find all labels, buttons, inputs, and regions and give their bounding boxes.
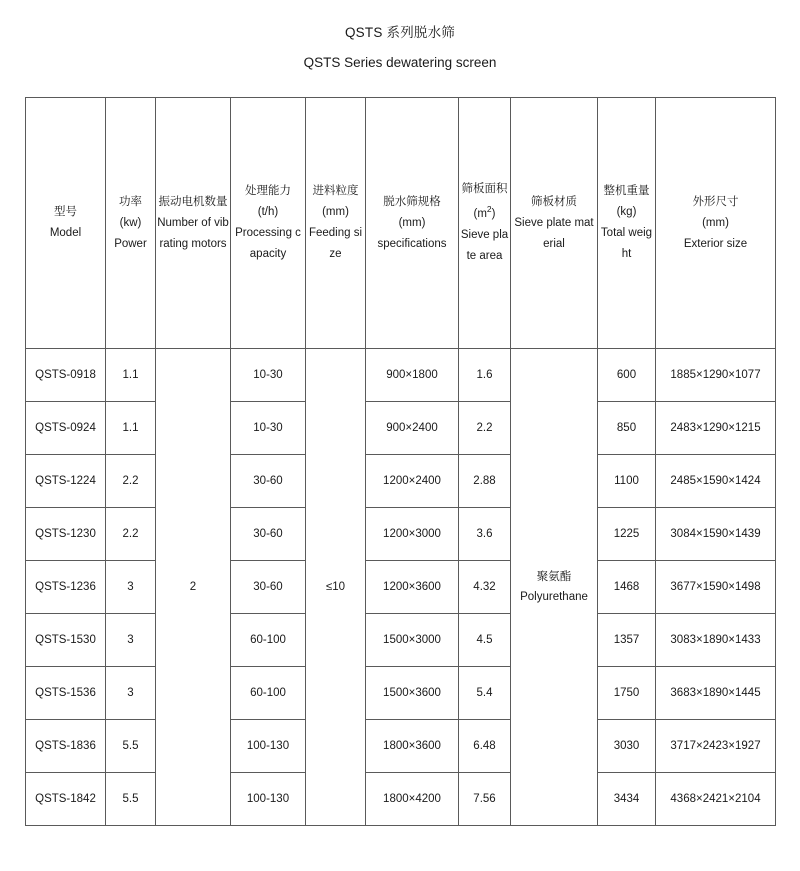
cell-sieve-area: 7.56 (459, 773, 511, 826)
column-header-sieve-material (511, 98, 598, 349)
header-exterior-size-unit: (mm) (702, 216, 729, 229)
cell-model: QSTS-0918 (26, 349, 106, 402)
header-exterior-size-en: Exterior size (683, 237, 748, 250)
header-capacity-en: Processing capacity (235, 227, 301, 260)
column-header-capacity (231, 98, 306, 349)
cell-sieve-area: 5.4 (459, 667, 511, 720)
cell-sieve-area: 2.2 (459, 402, 511, 455)
cell-sieve-area: 4.5 (459, 614, 511, 667)
cell-specification: 1200×2400 (366, 455, 459, 508)
cell-specification: 900×1800 (366, 349, 459, 402)
cell-specification: 1500×3000 (366, 614, 459, 667)
cell-specification: 1800×3600 (366, 720, 459, 773)
cell-power: 2.2 (106, 455, 156, 508)
cell-total-weight: 1468 (598, 561, 656, 614)
cell-exterior-size: 3084×1590×1439 (656, 508, 776, 561)
header-sieve-area-unit: $(m^2)$ (473, 204, 496, 221)
table-header-row (26, 98, 776, 349)
header-sieve-area-cn: 筛板面积 (461, 182, 508, 195)
header-capacity-unit: (t/h) (257, 206, 279, 218)
cell-total-weight: 1225 (598, 508, 656, 561)
header-motor-count-cn: 振动电机数量 (158, 195, 228, 208)
cell-total-weight: 3434 (598, 773, 656, 826)
cell-model: QSTS-1230 (26, 508, 106, 561)
cell-capacity: 100-130 (231, 720, 306, 773)
cell-power: 1.1 (106, 402, 156, 455)
specification-table (25, 97, 776, 826)
column-header-sieve-area (459, 98, 511, 349)
cell-model: QSTS-1842 (26, 773, 106, 826)
cell-exterior-size: 2485×1590×1424 (656, 455, 776, 508)
cell-model: QSTS-1836 (26, 720, 106, 773)
table-row (26, 455, 776, 508)
header-sieve-material-en: Sieve plate material (514, 216, 594, 250)
header-model-en: Model (49, 227, 82, 239)
header-feeding-size-cn: 进料粒度 (312, 185, 359, 197)
table-row (26, 720, 776, 773)
title-block (0, 0, 800, 72)
cell-specification: 900×2400 (366, 402, 459, 455)
cell-specification: 1200×3600 (366, 561, 459, 614)
cell-power: 3 (106, 614, 156, 667)
header-specification-unit: (mm) (398, 216, 426, 229)
cell-capacity: 30-60 (231, 455, 306, 508)
column-header-power (106, 98, 156, 349)
header-total-weight-unit: (kg) (616, 206, 637, 218)
cell-capacity: 100-130 (231, 773, 306, 826)
cell-capacity: 60-100 (231, 614, 306, 667)
cell-total-weight: 850 (598, 402, 656, 455)
cell-capacity: 10-30 (231, 349, 306, 402)
cell-total-weight: 3030 (598, 720, 656, 773)
cell-sieve-area: 6.48 (459, 720, 511, 773)
page-title-en: QSTS Series dewatering screen (303, 55, 497, 70)
column-header-total-weight (598, 98, 656, 349)
cell-power: 1.1 (106, 349, 156, 402)
header-feeding-size-unit: (mm) (322, 206, 349, 218)
cell-specification: 1500×3600 (366, 667, 459, 720)
cell-exterior-size: 3683×1890×1445 (656, 667, 776, 720)
specification-table-wrapper (25, 97, 775, 826)
column-header-specification (366, 98, 459, 349)
cell-sieve-material-merged (511, 349, 598, 826)
sieve-material-cn: 聚氨酯 (536, 571, 572, 583)
cell-specification: 1800×4200 (366, 773, 459, 826)
column-header-model (26, 98, 106, 349)
table-row (26, 773, 776, 826)
cell-exterior-size: 3677×1590×1498 (656, 561, 776, 614)
header-power-unit: (kw) (119, 216, 142, 229)
cell-exterior-size: 1885×1290×1077 (656, 349, 776, 402)
cell-capacity: 30-60 (231, 561, 306, 614)
cell-sieve-area: 3.6 (459, 508, 511, 561)
table-row (26, 667, 776, 720)
header-feeding-size-en: Feeding size (308, 227, 363, 260)
cell-specification: 1200×3000 (366, 508, 459, 561)
cell-sieve-area: 2.88 (459, 455, 511, 508)
column-header-exterior-size (656, 98, 776, 349)
header-power-en: Power (114, 237, 147, 250)
header-model-cn: 型号 (54, 206, 77, 218)
cell-total-weight: 1750 (598, 667, 656, 720)
cell-sieve-area: 4.32 (459, 561, 511, 614)
header-sieve-area-en: Sieve plate area (460, 229, 509, 263)
header-specification-cn: 脱水筛规格 (383, 195, 441, 208)
header-exterior-size-cn: 外形尺寸 (692, 195, 739, 208)
cell-exterior-size: 3717×2423×1927 (656, 720, 776, 773)
cell-sieve-area: 1.6 (459, 349, 511, 402)
cell-exterior-size: 3083×1890×1433 (656, 614, 776, 667)
cell-capacity: 30-60 (231, 508, 306, 561)
header-specification-en: specifications (377, 237, 447, 250)
cell-power: 2.2 (106, 508, 156, 561)
cell-total-weight: 600 (598, 349, 656, 402)
header-power-cn: 功率 (119, 195, 142, 208)
cell-power: 3 (106, 667, 156, 720)
cell-feeding-size-merged: ≤10 (306, 349, 366, 826)
table-row (26, 614, 776, 667)
header-capacity-cn: 处理能力 (245, 185, 291, 197)
cell-power: 5.5 (106, 720, 156, 773)
cell-power: 3 (106, 561, 156, 614)
cell-total-weight: 1357 (598, 614, 656, 667)
cell-total-weight: 1100 (598, 455, 656, 508)
cell-model: QSTS-0924 (26, 402, 106, 455)
cell-model: QSTS-1224 (26, 455, 106, 508)
table-body (26, 98, 776, 826)
table-row (26, 561, 776, 614)
cell-model: QSTS-1536 (26, 667, 106, 720)
header-motor-count-en: Number of vibrating motors (157, 216, 229, 250)
sieve-material-en: Polyurethane (520, 591, 588, 603)
cell-exterior-size: 4368×2421×2104 (656, 773, 776, 826)
cell-capacity: 10-30 (231, 402, 306, 455)
table-row (26, 349, 776, 402)
cell-exterior-size: 2483×1290×1215 (656, 402, 776, 455)
cell-capacity: 60-100 (231, 667, 306, 720)
column-header-motor-count (156, 98, 231, 349)
table-row (26, 402, 776, 455)
cell-power: 5.5 (106, 773, 156, 826)
column-header-feeding-size (306, 98, 366, 349)
header-sieve-material-cn: 筛板材质 (531, 195, 577, 208)
table-row (26, 508, 776, 561)
header-total-weight-cn: 整机重量 (603, 185, 650, 197)
page-title-cn: QSTS 系列脱水筛 (344, 25, 455, 40)
header-total-weight-en: Total weight (600, 227, 653, 260)
cell-model: QSTS-1236 (26, 561, 106, 614)
cell-model: QSTS-1530 (26, 614, 106, 667)
cell-motor-count-merged: 2 (156, 349, 231, 826)
